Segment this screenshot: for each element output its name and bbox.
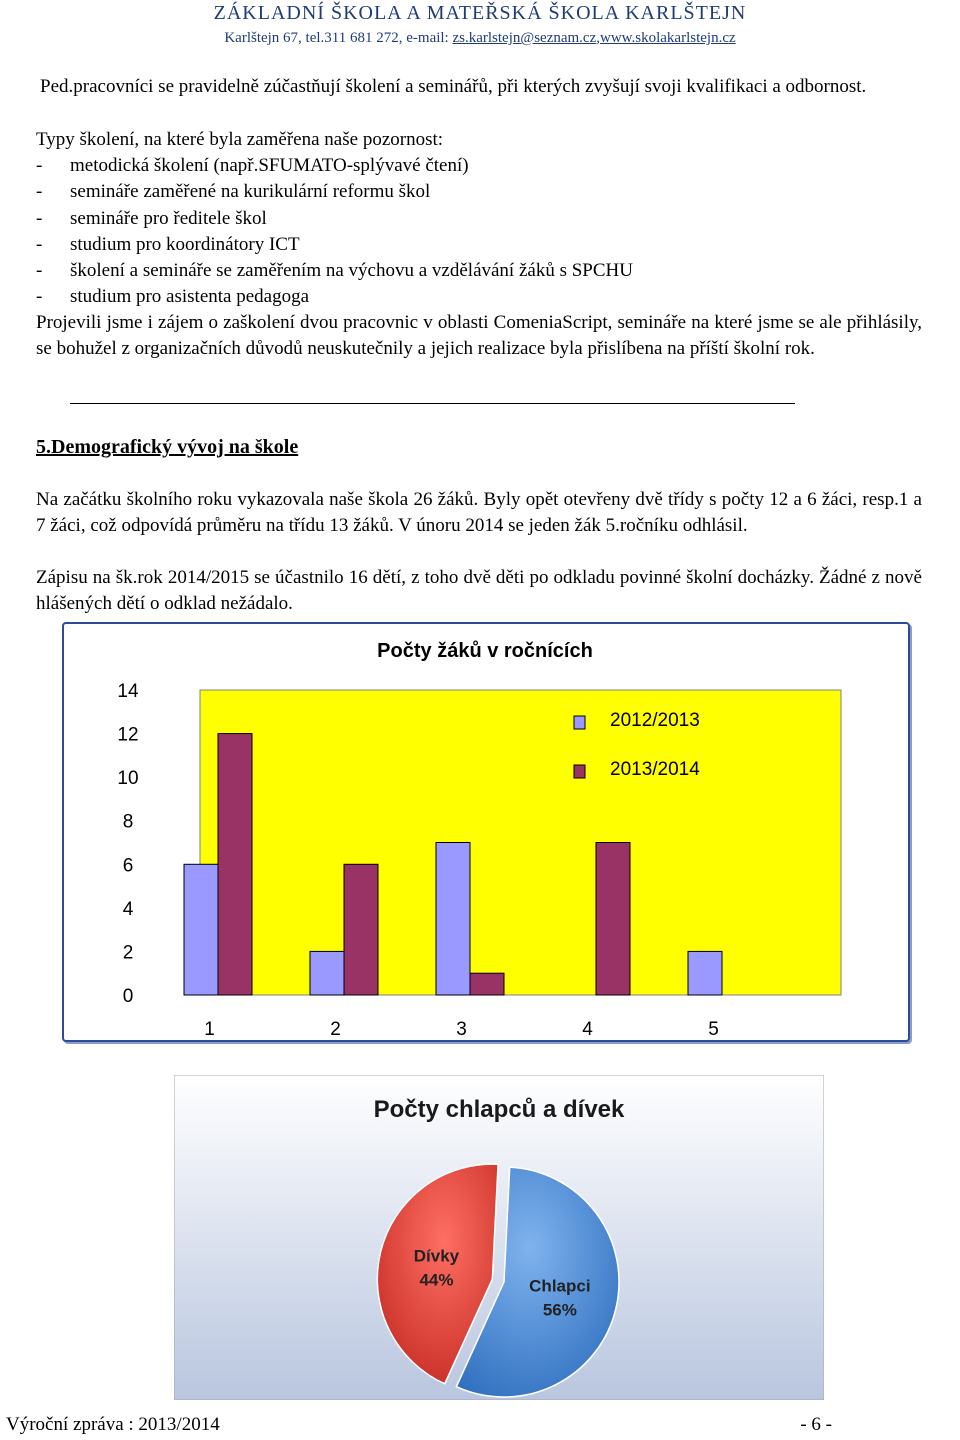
bar-chart-svg bbox=[64, 624, 908, 1040]
list-item: - metodická školení (např.SFUMATO-splývavé čtení) bbox=[36, 155, 469, 176]
school-contact-line: Karlštejn 67, tel.311 681 272, e-mail: zs.karlstejn@seznam.cz,www.skolakarlstejn.cz bbox=[224, 30, 736, 46]
chart-title: Počty žáků v ročnících bbox=[377, 640, 593, 662]
web-link[interactable]: www.skolakarlstejn.cz bbox=[600, 30, 736, 46]
page-number: - 6 - bbox=[800, 1414, 832, 1435]
y-tick-label: 10 bbox=[117, 768, 139, 790]
pie-label-name: Chlapci bbox=[529, 1276, 591, 1296]
pie-chart-title: Počty chlapců a dívek bbox=[373, 1096, 625, 1123]
paragraph-comeniascript: Projevili jsme i zájem o zaškolení dvou pracovnic v oblasti ComeniaScript, semináře na které jsme se ale přihlásily, se bohužel z organizačních důvodů neuskutečnily a jejich realizace byla přislíbena na příští školní rok. bbox=[36, 312, 922, 360]
training-list-intro: Typy školení, na které byla zaměřena naše pozornost: bbox=[36, 129, 444, 150]
legend-swatch bbox=[574, 765, 585, 778]
pie-label-name: Dívky bbox=[413, 1246, 460, 1266]
bar-2012-2013-1 bbox=[184, 864, 218, 995]
paragraph-training: Ped.pracovníci se pravidelně zúčastňují školení a seminářů, při kterých zvyšují svoji kvalifikaci a odbornost. bbox=[40, 76, 867, 97]
paragraph-demography: Na začátku školního roku vykazovala naše škola 26 žáků. Byly opět otevřeny dvě třídy s počty 12 a 6 žáci, resp.1 a 7 žáci, což odpovídá průměru na třídu 13 žáků. V únoru 2014 se jeden žák 5.ročníku odhlásil. bbox=[36, 489, 922, 537]
y-tick-label: 4 bbox=[122, 898, 134, 920]
x-tick-label: 1 bbox=[204, 1019, 215, 1040]
y-tick-label: 0 bbox=[122, 986, 134, 1007]
email-link[interactable]: zs.karlstejn@seznam.cz bbox=[452, 30, 597, 46]
bar-2012-2013-2 bbox=[310, 951, 344, 995]
x-tick-label: 5 bbox=[708, 1019, 719, 1040]
x-tick-label: 3 bbox=[456, 1019, 467, 1040]
pie-chart-svg bbox=[174, 1075, 824, 1400]
school-name-title: ZÁKLADNÍ ŠKOLA A MATEŘSKÁ ŠKOLA KARLŠTEJN bbox=[213, 2, 747, 24]
list-item: - semináře zaměřené na kurikulární reformu škol bbox=[36, 181, 431, 203]
address-text: Karlštejn 67, tel.311 681 272, e-mail: bbox=[224, 30, 449, 46]
y-tick-label: 14 bbox=[117, 681, 139, 702]
bar-2012-2013-5 bbox=[688, 951, 722, 995]
bar-2013-2014-1 bbox=[218, 734, 252, 995]
y-tick-label: 12 bbox=[117, 724, 139, 746]
paragraph-enrollment: Zápisu na šk.rok 2014/2015 se účastnilo 16 dětí, z toho dvě děti po odkladu povinné školní docházky. Žádné z nově hlášených dětí o odklad nežádalo. bbox=[36, 567, 922, 615]
list-item: - semináře pro ředitele škol bbox=[36, 207, 267, 229]
footer-report-label: Výroční zpráva : 2013/2014 bbox=[6, 1414, 220, 1435]
legend-label: 2013/2014 bbox=[610, 759, 700, 780]
legend-swatch bbox=[574, 716, 585, 729]
pie-label-percent: 44% bbox=[419, 1270, 454, 1290]
bar-chart-pupils bbox=[62, 622, 910, 1042]
y-tick-label: 8 bbox=[122, 811, 134, 833]
training-list bbox=[36, 153, 922, 311]
pie-chart-gender bbox=[174, 1075, 824, 1400]
list-item: - studium pro koordinátory ICT bbox=[36, 233, 300, 255]
list-item: - studium pro asistenta pedagoga bbox=[36, 286, 310, 308]
x-tick-label: 2 bbox=[330, 1019, 341, 1040]
y-tick-label: 2 bbox=[122, 942, 134, 964]
x-tick-label: 4 bbox=[582, 1019, 593, 1040]
bar-2013-2014-2 bbox=[344, 864, 378, 995]
plot-area bbox=[200, 690, 841, 995]
pie-label-percent: 56% bbox=[542, 1300, 577, 1320]
bar-2012-2013-3 bbox=[436, 843, 470, 996]
horizontal-rule bbox=[70, 403, 795, 404]
bar-2013-2014-4 bbox=[596, 843, 630, 996]
y-tick-label: 6 bbox=[122, 855, 134, 877]
bar-2013-2014-3 bbox=[470, 973, 504, 995]
list-item: - školení a semináře se zaměřením na výchovu a vzdělávání žáků s SPCHU bbox=[36, 260, 633, 282]
section-heading: 5.Demografický vývoj na škole bbox=[36, 436, 299, 458]
legend-label: 2012/2013 bbox=[610, 710, 700, 731]
